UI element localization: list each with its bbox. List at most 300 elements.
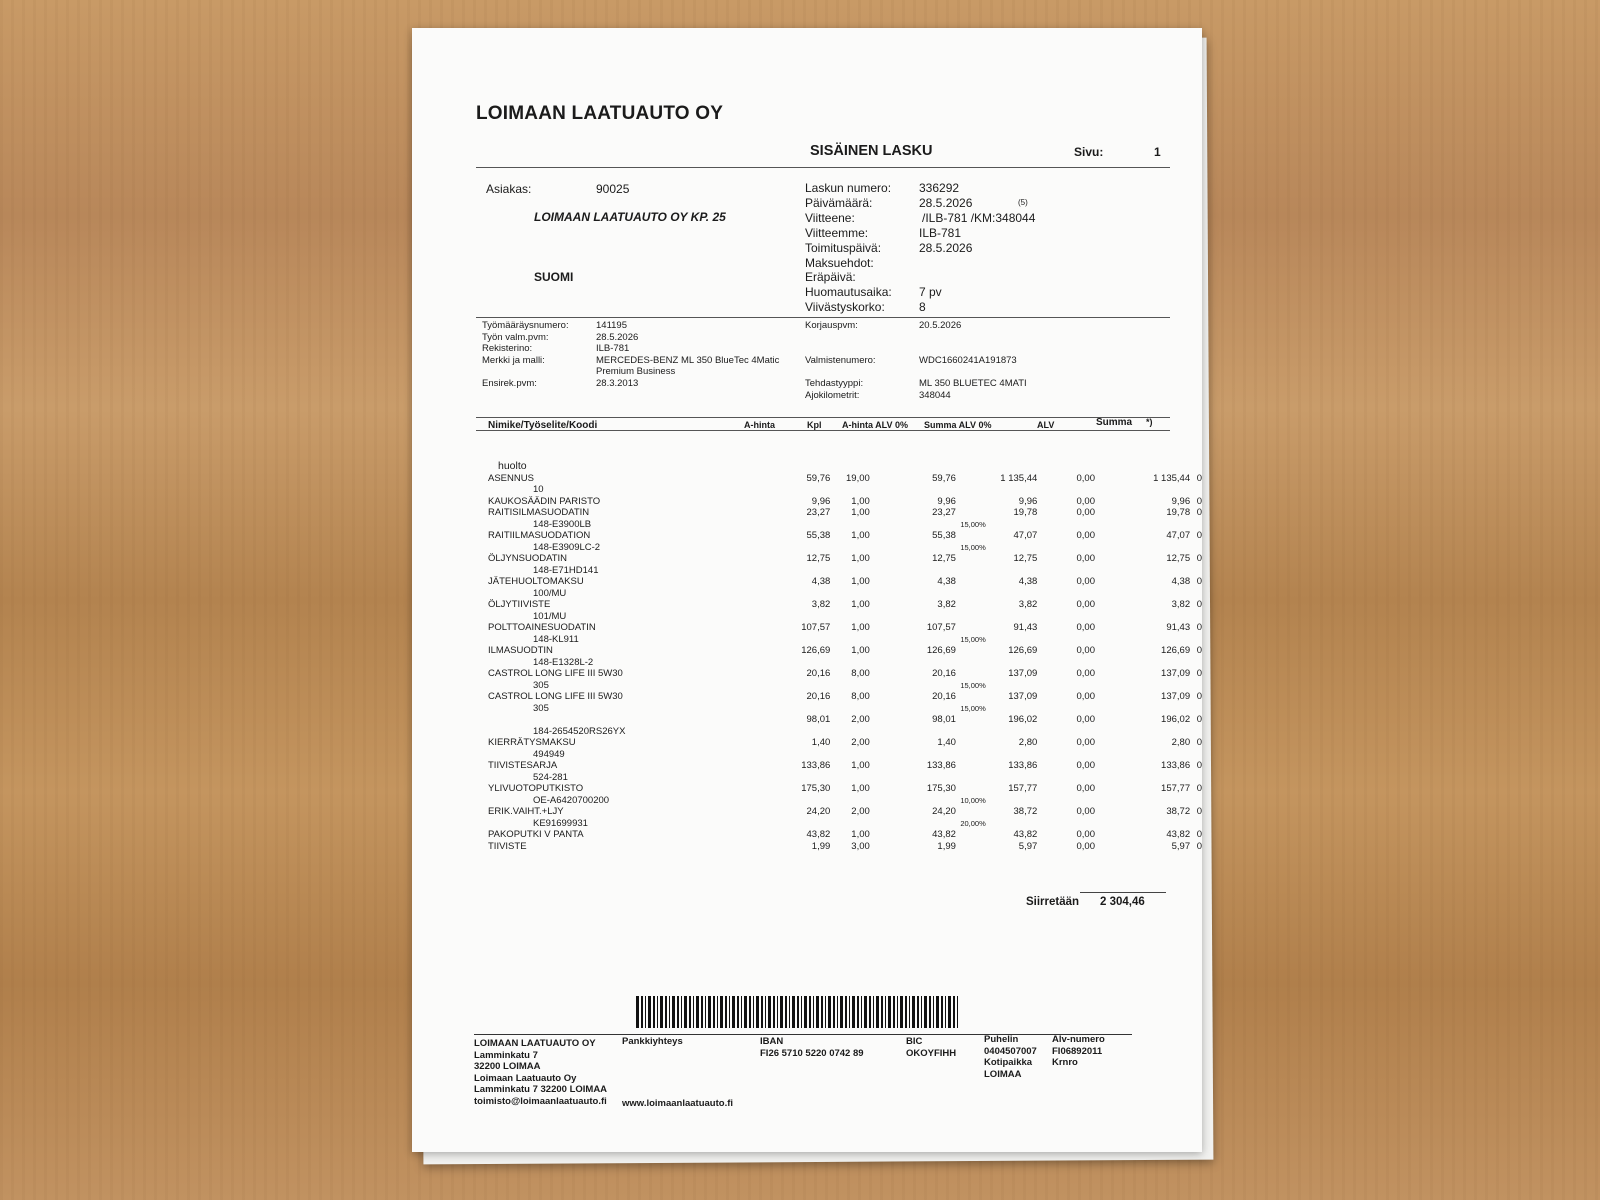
unit-price: 133,86 [801,760,831,771]
sum-ex-vat [986,772,1038,784]
sum-ex-vat [986,795,1038,807]
vat-amount [1037,795,1095,807]
delivery-date: 28.5.2026 [919,240,973,255]
sum-ex-vat: 43,82 [1013,829,1038,840]
table-row [478,553,1202,565]
company-name: LOIMAAN LAATUAUTO OY [476,103,724,124]
barcode-bar [708,996,711,1028]
unit-price [730,484,831,496]
row-flag: 0 [1196,668,1202,679]
sum-ex-vat [986,634,1038,646]
barcode-bar [816,996,819,1028]
barcode-bar [917,996,919,1028]
quantity [830,542,869,554]
discount-percent [956,737,986,749]
table-row [478,496,1202,508]
discount-percent [956,645,986,657]
unit-price-ex-vat: 175,30 [926,783,956,794]
unit-price-ex-vat: 98,01 [932,714,956,725]
unit-price-ex-vat [870,818,956,830]
notice-period: 7 pv [919,285,942,300]
vat-amount: 0,00 [1076,553,1095,564]
unit-price [730,726,831,738]
discount-percent [956,484,986,496]
row-sum [1095,703,1190,715]
barcode-bar [645,996,646,1028]
barcode-bar [873,996,874,1028]
barcode-bar [804,996,807,1028]
unit-price [730,795,831,807]
row-flag [1190,795,1202,807]
quantity: 2,00 [851,806,870,817]
table-row [478,806,1202,818]
sum-ex-vat [986,519,1038,531]
code-row [478,818,1202,830]
invoice-number: 336292 [919,181,960,195]
unit-price: 20,16 [806,691,831,702]
item-name: ILMASUODTIN [488,645,553,656]
footer-line: Lamminkatu 7 32200 LOIMAA [474,1084,608,1095]
table-row [478,829,1202,841]
barcode-bar [792,996,795,1028]
row-sum [1095,519,1190,531]
discount-percent: 20,00% [960,818,986,828]
sum-ex-vat [986,657,1038,669]
vat-value: FI06892011 [1052,1045,1103,1057]
barcode-bar [725,996,727,1028]
barcode-bar [780,996,783,1028]
code-row [478,795,1202,807]
invoice-label: Laskun numero: [805,181,892,195]
unit-price-ex-vat: 43,82 [932,829,956,840]
footer-vat [1052,1034,1105,1069]
quantity: 2,00 [851,714,870,725]
row-flag: 0 [1196,760,1202,771]
barcode-bar [840,996,843,1028]
barcode-bar [672,996,675,1028]
quantity: 1,00 [851,783,870,794]
unit-price: 98,01 [806,714,831,725]
row-flag: 0 [1196,714,1202,725]
item-name: KE91699931 [533,817,588,829]
row-flag: 0 [1196,783,1202,794]
barcode-bar [909,996,910,1028]
unit-price: 59,76 [806,472,831,484]
item-name: ASENNUS [488,472,534,484]
quantity [830,749,869,761]
row-flag [1190,519,1202,531]
vat-amount: 0,00 [1076,495,1095,507]
sum-ex-vat [986,749,1038,761]
discount-percent: 15,00% [960,680,986,690]
sum-ex-vat: 137,09 [1008,668,1038,679]
unit-price-ex-vat [870,657,956,669]
header-divider [476,167,1170,168]
barcode-bar [953,996,955,1028]
unit-price-ex-vat [870,484,956,496]
unit-price-ex-vat: 20,16 [932,691,956,702]
discount-percent [956,599,986,611]
table-row [478,737,1202,749]
work-finished-date: 28.5.2026 [596,331,639,343]
row-sum: 19,78 [1166,507,1191,518]
payment-terms [919,256,1035,271]
due-date [919,270,1035,285]
sum-ex-vat: 196,02 [1008,714,1038,725]
vat-amount: 0,00 [1076,806,1095,817]
discount-percent [956,611,986,623]
unit-price-ex-vat: 23,27 [932,507,956,518]
sum-ex-vat [986,726,1038,738]
make-model: MERCEDES-BENZ ML 350 BlueTec 4Matic [596,354,780,366]
row-sum [1095,542,1190,554]
item-name: 101/MU [533,610,567,622]
discount-percent [956,691,986,703]
col-sum-ex-header: Summa ALV 0% [924,420,992,430]
discount-percent [956,588,986,600]
unit-price: 3,82 [811,599,831,610]
unit-price-ex-vat [870,795,956,807]
barcode-bar [729,996,730,1028]
barcode-bar [741,996,742,1028]
barcode-bar [797,996,799,1028]
item-name: KAUKOSÄÄDIN PARISTO [488,495,601,507]
table-top-rule [476,417,1170,418]
quantity: 1,00 [851,576,870,587]
item-name: 148-E3900LB [533,518,592,530]
vat-amount: 0,00 [1076,530,1095,541]
unit-price-ex-vat [870,772,956,784]
discount-percent: 15,00% [960,634,986,644]
row-sum [1095,772,1190,784]
item-name: RAITIILMASUODATION [488,530,591,541]
barcode-bar [828,996,831,1028]
discount-percent: 15,00% [960,703,986,713]
row-flag: 0 [1196,645,1202,656]
col-qty-header: Kpl [807,420,822,430]
discount-percent [956,576,986,588]
item-name: 494949 [533,748,565,760]
sum-ex-vat: 19,78 [1013,507,1038,518]
vat-label: Alv-numero [1052,1034,1105,1045]
row-flag [1190,611,1202,623]
col-sum-header: Summa [1096,417,1133,428]
customer-country: SUOMI [534,270,574,284]
row-flag: 0 [1196,553,1202,564]
quantity [830,818,869,830]
barcode-bar [852,996,855,1028]
code-row [478,772,1202,784]
vat-amount: 0,00 [1076,714,1095,725]
item-name: 148-E3909LC-2 [533,541,601,553]
item-name: KIERRÄTYSMAKSU [488,737,576,748]
barcode-bar [753,996,754,1028]
sum-ex-vat: 12,75 [1013,553,1038,564]
item-name: ERIK.VAIHT.+LJY [488,806,564,817]
job-left-values [596,320,779,390]
code-row [478,680,1202,692]
quantity [830,634,869,646]
quantity [830,703,869,715]
table-row [478,841,1202,853]
item-name: CASTROL LONG LIFE III 5W30 [488,668,623,679]
discount-percent [956,461,986,473]
carry-value: 2 304,46 [1100,896,1145,908]
vat-amount [1037,680,1095,692]
unit-price [730,611,831,623]
barcode-bar [648,996,651,1028]
quantity [830,519,869,531]
barcode-bar [876,996,879,1028]
row-flag [1190,749,1202,761]
vat-amount [1037,461,1095,473]
discount-percent [956,530,986,542]
group-row [478,461,1202,473]
barcode-bar [813,996,814,1028]
unit-price-ex-vat [870,461,956,473]
quantity [830,772,869,784]
sum-ex-vat [986,611,1038,623]
bic-label: BIC [906,1036,923,1047]
quantity [830,611,869,623]
unit-price [730,565,831,577]
quantity [830,680,869,692]
barcode-bar [768,996,771,1028]
item-name: 148-E1328L-2 [533,656,594,668]
barcode-bar [861,996,862,1028]
quantity: 1,00 [851,829,870,840]
vat-amount: 0,00 [1076,737,1095,748]
carry-rule [1080,892,1166,893]
sum-ex-vat: 5,97 [1018,840,1038,852]
iban-label: IBAN [760,1036,784,1047]
unit-price: 12,75 [806,553,831,564]
krnro-label: Krnro [1052,1057,1078,1068]
barcode [636,996,960,1028]
row-sum: 43,82 [1166,829,1191,840]
domicile-label: Kotipaikka [984,1057,1033,1068]
factory-type: ML 350 BLUETEC 4MATI [919,378,1027,389]
sum-ex-vat: 126,69 [1008,645,1038,656]
discount-percent [956,473,986,485]
barcode-bar [912,996,915,1028]
row-flag: 0 [1196,622,1202,633]
unit-price [730,703,831,715]
item-name: 148-E71HD141 [533,564,599,576]
row-sum: 38,72 [1166,806,1191,817]
unit-price: 175,30 [801,783,831,794]
mileage: 348044 [919,389,951,401]
barcode-bar [921,996,922,1028]
row-sum [1095,461,1190,473]
vat-amount [1037,611,1095,623]
repair-date: 20.5.2026 [919,320,962,331]
row-sum: 91,43 [1166,622,1191,633]
unit-price [730,772,831,784]
row-sum: 2,80 [1171,737,1191,748]
row-sum: 47,07 [1166,530,1191,541]
phone-value: 0404507007 [984,1045,1037,1057]
unit-price: 1,40 [811,737,831,748]
vat-amount: 0,00 [1076,645,1095,656]
make-model-cont: Premium Business [596,366,676,378]
discount-percent [956,507,986,519]
row-flag [1190,703,1202,715]
discount-percent [956,622,986,634]
sum-ex-vat [986,461,1038,473]
quantity: 1,00 [851,495,870,507]
code-row [478,519,1202,531]
table-row [478,530,1202,542]
barcode-bar [893,996,895,1028]
row-sum [1095,588,1190,600]
sum-ex-vat: 3,82 [1018,599,1038,610]
bank-label: Pankkiyhteys [622,1036,683,1047]
unit-price-ex-vat [870,726,956,738]
barcode-bar [756,996,759,1028]
invoice-label: Eräpäivä: [805,270,856,285]
discount-percent [956,714,986,726]
vat-amount: 0,00 [1076,576,1095,587]
code-row [478,565,1202,577]
row-sum [1095,565,1190,577]
row-sum [1095,680,1190,692]
barcode-bar [885,996,886,1028]
row-sum: 3,82 [1171,599,1191,610]
sum-ex-vat: 157,77 [1008,783,1038,794]
vat-amount [1037,818,1095,830]
unit-price-ex-vat [870,749,956,761]
unit-price: 43,82 [806,829,831,840]
vat-amount: 0,00 [1076,840,1095,852]
row-flag: 0 [1196,737,1202,748]
item-name: 148-KL911 [533,633,579,645]
quantity: 1,00 [851,599,870,610]
quantity: 8,00 [851,691,870,702]
iban-value: FI26 5710 5220 0742 89 [760,1048,864,1059]
sum-ex-vat [986,680,1038,692]
table-row [478,507,1202,519]
quantity [830,565,869,577]
job-label [482,366,569,378]
unit-price-ex-vat: 59,76 [932,472,956,484]
code-row [478,726,1202,738]
discount-percent: 10,00% [960,795,986,805]
unit-price-ex-vat [870,565,956,577]
row-sum [1095,657,1190,669]
item-name: TIIVISTESARJA [488,760,558,771]
vat-amount: 0,00 [1076,760,1095,771]
row-sum [1095,611,1190,623]
item-name: RAITISILMASUODATIN [488,507,590,518]
quantity: 1,00 [851,553,870,564]
job-label: Ensirek.pvm: [482,377,537,389]
vat-amount [1037,542,1095,554]
item-name: PAKOPUTKI V PANTA [488,829,584,840]
your-reference: /ILB-781 /KM:348044 [922,210,1036,225]
unit-price-ex-vat: 3,82 [937,599,956,610]
sum-ex-vat [986,542,1038,554]
row-flag: 0 [1196,495,1202,507]
barcode-bar [924,996,927,1028]
barcode-bar [801,996,802,1028]
item-name: huolto [498,460,527,472]
vat-amount [1037,772,1095,784]
document-title: SISÄINEN LASKU [810,143,933,159]
discount-percent [956,496,986,508]
barcode-bar [689,996,691,1028]
job-label: Työn valm.pvm: [482,331,549,343]
quantity [830,461,869,473]
vat-amount [1037,634,1095,646]
unit-price-ex-vat: 126,69 [926,645,956,656]
discount-percent: 15,00% [960,542,986,552]
barcode-bar [900,996,903,1028]
barcode-bar [660,996,663,1028]
barcode-bar [945,996,946,1028]
barcode-bar [665,996,667,1028]
code-row [478,542,1202,554]
table-row [478,622,1202,634]
barcode-bar [833,996,835,1028]
item-name: 10 [533,484,544,495]
job-label: Tehdastyyppi: [805,378,864,389]
vat-amount: 0,00 [1076,507,1095,518]
quantity: 1,00 [851,622,870,633]
vat-amount: 0,00 [1076,622,1095,633]
quantity [830,588,869,600]
row-sum: 137,09 [1161,691,1191,702]
unit-price: 24,20 [806,806,831,817]
row-flag [1190,565,1202,577]
footer-line: Lamminkatu 7 [474,1049,538,1061]
table-row [478,576,1202,588]
website-link[interactable]: www.loimaanlaatuauto.fi [622,1098,734,1109]
discount-percent [956,760,986,772]
row-flag [1190,484,1202,496]
barcode-bar [936,996,939,1028]
vat-amount [1037,749,1095,761]
bic-value: OKOYFIHH [906,1048,957,1059]
quantity: 1,00 [851,507,870,518]
table-row [478,783,1202,795]
row-flag: 0 [1196,599,1202,610]
barcode-bar [713,996,715,1028]
discount-percent [956,553,986,565]
unit-price [730,461,831,473]
barcode-bar [677,996,679,1028]
items-table [478,461,1202,852]
barcode-bar [881,996,883,1028]
invoice-date: 28.5.2026 [919,195,973,210]
unit-price [730,818,831,830]
barcode-bar [845,996,847,1028]
unit-price-ex-vat: 12,75 [932,553,956,564]
unit-price-ex-vat [870,680,956,692]
domicile-value: LOIMAA [984,1068,1022,1080]
unit-price-ex-vat [870,519,956,531]
invoice-label: Viivästyskorko: [805,300,885,315]
footer-line: 32200 LOIMAA [474,1061,541,1072]
barcode-bar [929,996,931,1028]
vat-amount: 0,00 [1076,691,1095,702]
barcode-bar [669,996,670,1028]
barcode-bar [777,996,778,1028]
col-flag-header: *) [1146,417,1153,427]
invoice-label: Toimituspäivä: [805,240,882,255]
item-name: 305 [533,679,549,691]
row-sum [1095,818,1190,830]
